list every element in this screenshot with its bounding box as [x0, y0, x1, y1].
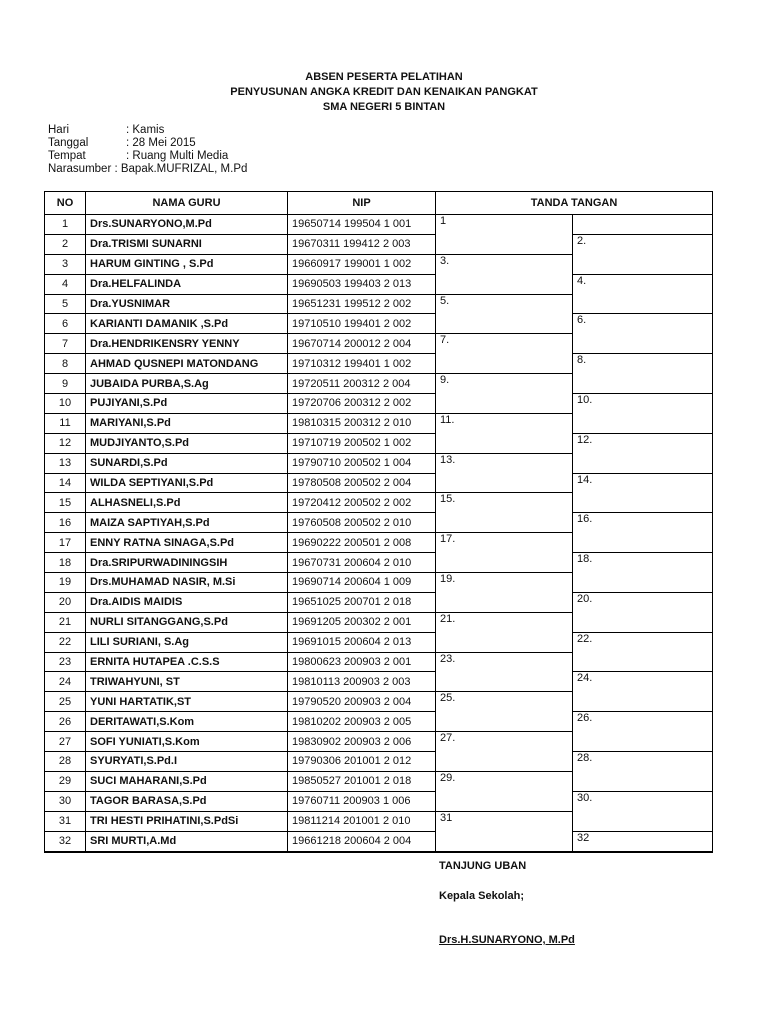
- signature-place: TANJUNG UBAN: [439, 860, 527, 872]
- row-nama-guru: WILDA SEPTIYANI,S.Pd: [86, 473, 288, 493]
- row-no: 25: [45, 692, 86, 712]
- row-nama-guru: TRI HESTI PRIHATINI,S.PdSi: [86, 811, 288, 831]
- row-no: 1: [45, 215, 86, 235]
- signature-cell-left[interactable]: [436, 632, 573, 652]
- table-row: [45, 732, 713, 752]
- signature-cell-left[interactable]: 9.: [436, 374, 573, 394]
- signature-cell-right[interactable]: [573, 652, 713, 672]
- row-nama-guru: Dra.TRISMI SUNARNI: [86, 234, 288, 254]
- title-line-3: SMA NEGERI 5 BINTAN: [322, 101, 446, 113]
- info-value: : 28 Mei 2015: [126, 137, 196, 149]
- row-nama-guru: PUJIYANI,S.Pd: [86, 394, 288, 414]
- signature-cell-right[interactable]: [573, 294, 713, 314]
- row-nama-guru: DERITAWATI,S.Kom: [86, 712, 288, 732]
- signature-cell-right[interactable]: [573, 732, 713, 752]
- row-nip: 19650714 199504 1 001: [288, 215, 436, 235]
- signature-cell-left[interactable]: 19.: [436, 573, 573, 593]
- signature-cell-left[interactable]: 27.: [436, 732, 573, 752]
- table-row: [45, 592, 713, 612]
- row-nip: 19720511 200312 2 004: [288, 374, 436, 394]
- row-nip: 19790306 201001 2 012: [288, 752, 436, 772]
- table-row: [45, 553, 713, 573]
- info-hari: [48, 124, 247, 137]
- info-tanggal: [48, 137, 247, 150]
- row-nip: 19830902 200903 2 006: [288, 732, 436, 752]
- table-row: [45, 712, 713, 732]
- info-tempat: [48, 150, 247, 163]
- header-nama-guru: NAMA GURU: [86, 192, 288, 215]
- row-no: 11: [45, 413, 86, 433]
- table-row: [45, 831, 713, 851]
- narasumber-text: Narasumber : Bapak.MUFRIZAL, M.Pd: [48, 163, 248, 175]
- signature-cell-right[interactable]: 20.: [573, 592, 713, 612]
- row-no: 13: [45, 453, 86, 473]
- table-row: [45, 413, 713, 433]
- row-nip: 19660917 199001 1 002: [288, 254, 436, 274]
- row-no: 32: [45, 831, 86, 851]
- row-no: 2: [45, 234, 86, 254]
- row-no: 29: [45, 771, 86, 791]
- signature-cell-right[interactable]: [573, 374, 713, 394]
- signature-cell-left[interactable]: [436, 354, 573, 374]
- row-no: 20: [45, 592, 86, 612]
- row-no: 5: [45, 294, 86, 314]
- signature-cell-left[interactable]: [436, 433, 573, 453]
- signature-cell-left[interactable]: [436, 592, 573, 612]
- table-row: [45, 254, 713, 274]
- signature-cell-right[interactable]: 14.: [573, 473, 713, 493]
- row-nip: 19710719 200502 1 002: [288, 433, 436, 453]
- title-line-2: PENYUSUNAN ANGKA KREDIT DAN KENAIKAN PANGKAT: [230, 86, 538, 98]
- table-row: [45, 573, 713, 593]
- row-nip: 19691015 200604 2 013: [288, 632, 436, 652]
- row-no: 14: [45, 473, 86, 493]
- signature-cell-left[interactable]: 31: [436, 811, 573, 831]
- row-no: 21: [45, 612, 86, 632]
- row-nama-guru: JUBAIDA PURBA,S.Ag: [86, 374, 288, 394]
- row-nip: 19690222 200501 2 008: [288, 533, 436, 553]
- signature-cell-left[interactable]: [436, 672, 573, 692]
- signature-cell-left[interactable]: [436, 752, 573, 772]
- signature-cell-right[interactable]: 18.: [573, 553, 713, 573]
- row-nama-guru: MAIZA SAPTIYAH,S.Pd: [86, 513, 288, 533]
- row-no: 17: [45, 533, 86, 553]
- row-nama-guru: Dra.YUSNIMAR: [86, 294, 288, 314]
- signature-cell-left[interactable]: 1: [436, 215, 573, 235]
- table-row: [45, 692, 713, 712]
- row-no: 10: [45, 394, 86, 414]
- table-row: [45, 314, 713, 334]
- table-row: [45, 294, 713, 314]
- info-label: Tanggal: [48, 137, 89, 149]
- row-nama-guru: TAGOR BARASA,S.Pd: [86, 791, 288, 811]
- row-nip: 19760508 200502 2 010: [288, 513, 436, 533]
- row-nip: 19670311 199412 2 003: [288, 234, 436, 254]
- row-nip: 19850527 201001 2 018: [288, 771, 436, 791]
- row-nama-guru: AHMAD QUSNEPI MATONDANG: [86, 354, 288, 374]
- row-no: 7: [45, 334, 86, 354]
- row-no: 12: [45, 433, 86, 453]
- signature-cell-left[interactable]: 3.: [436, 254, 573, 274]
- row-no: 15: [45, 493, 86, 513]
- attendance-table: [44, 191, 713, 853]
- row-no: 31: [45, 811, 86, 831]
- signature-cell-right[interactable]: [573, 811, 713, 831]
- signature-cell-right[interactable]: 4.: [573, 274, 713, 294]
- row-nip: 19800623 200903 2 001: [288, 652, 436, 672]
- row-nip: 19670714 200012 2 004: [288, 334, 436, 354]
- signature-cell-right[interactable]: 16.: [573, 513, 713, 533]
- signature-cell-left[interactable]: [436, 791, 573, 811]
- signature-cell-right[interactable]: 6.: [573, 314, 713, 334]
- signature-cell-left[interactable]: [436, 831, 573, 851]
- table-row: [45, 533, 713, 553]
- table-row: [45, 433, 713, 453]
- table-row: [45, 473, 713, 493]
- signature-cell-left[interactable]: 29.: [436, 771, 573, 791]
- row-nip: 19810315 200312 2 010: [288, 413, 436, 433]
- table-row: [45, 612, 713, 632]
- table-row: [45, 513, 713, 533]
- row-nip: 19790520 200903 2 004: [288, 692, 436, 712]
- row-nama-guru: ERNITA HUTAPEA .C.S.S: [86, 652, 288, 672]
- table-row: [45, 632, 713, 652]
- row-no: 6: [45, 314, 86, 334]
- info-label: Hari: [48, 124, 70, 136]
- table-row: [45, 672, 713, 692]
- table-row: [45, 811, 713, 831]
- table-body: [45, 215, 713, 852]
- row-no: 30: [45, 791, 86, 811]
- row-nip: 19720706 200312 2 002: [288, 394, 436, 414]
- info-narasumber: [48, 163, 247, 176]
- signature-cell-left[interactable]: [436, 553, 573, 573]
- row-nama-guru: HARUM GINTING , S.Pd: [86, 254, 288, 274]
- signature-cell-right[interactable]: 2.: [573, 234, 713, 254]
- table-row: [45, 652, 713, 672]
- table-row: [45, 493, 713, 513]
- signature-cell-left[interactable]: 25.: [436, 692, 573, 712]
- signature-cell-left[interactable]: 17.: [436, 533, 573, 553]
- signature-cell-right[interactable]: [573, 413, 713, 433]
- signature-cell-right[interactable]: 32: [573, 831, 713, 851]
- header-no: NO: [45, 192, 86, 215]
- table-row: [45, 752, 713, 772]
- table-row: [45, 334, 713, 354]
- table-row: [45, 394, 713, 414]
- signature-cell-right[interactable]: [573, 493, 713, 513]
- signature-cell-left[interactable]: [436, 274, 573, 294]
- table-row: [45, 791, 713, 811]
- signature-cell-left[interactable]: 11.: [436, 413, 573, 433]
- signature-cell-right[interactable]: [573, 612, 713, 632]
- row-nip: 19780508 200502 2 004: [288, 473, 436, 493]
- meeting-info: [48, 124, 247, 176]
- table-row: [45, 274, 713, 294]
- row-no: 27: [45, 732, 86, 752]
- info-value: : Ruang Multi Media: [126, 150, 229, 162]
- signature-name: Drs.H.SUNARYONO, M.Pd: [439, 934, 575, 946]
- row-nama-guru: Dra.HELFALINDA: [86, 274, 288, 294]
- row-nama-guru: Dra.AIDIS MAIDIS: [86, 592, 288, 612]
- signature-cell-right[interactable]: 10.: [573, 394, 713, 414]
- row-no: 24: [45, 672, 86, 692]
- signature-cell-left[interactable]: 21.: [436, 612, 573, 632]
- signature-cell-right[interactable]: [573, 533, 713, 553]
- row-nama-guru: SUCI MAHARANI,S.Pd: [86, 771, 288, 791]
- info-value: : Kamis: [126, 124, 165, 136]
- signature-cell-left[interactable]: [436, 513, 573, 533]
- header-tanda-tangan: TANDA TANGAN: [436, 192, 713, 215]
- row-nama-guru: KARIANTI DAMANIK ,S.Pd: [86, 314, 288, 334]
- document-title: [0, 70, 768, 115]
- table-row: [45, 354, 713, 374]
- signature-cell-left[interactable]: 5.: [436, 294, 573, 314]
- signature-cell-left[interactable]: [436, 234, 573, 254]
- row-no: 22: [45, 632, 86, 652]
- signature-cell-right[interactable]: 8.: [573, 354, 713, 374]
- row-nama-guru: SOFI YUNIATI,S.Kom: [86, 732, 288, 752]
- row-nama-guru: YUNI HARTATIK,ST: [86, 692, 288, 712]
- row-nip: 19690714 200604 1 009: [288, 573, 436, 593]
- row-nama-guru: Dra.HENDRIKENSRY YENNY: [86, 334, 288, 354]
- signature-cell-right[interactable]: 24.: [573, 672, 713, 692]
- row-no: 3: [45, 254, 86, 274]
- row-nip: 19661218 200604 2 004: [288, 831, 436, 851]
- table-row: [45, 374, 713, 394]
- signature-cell-left[interactable]: 7.: [436, 334, 573, 354]
- row-nama-guru: SUNARDI,S.Pd: [86, 453, 288, 473]
- row-nama-guru: Drs.MUHAMAD NASIR, M.Si: [86, 573, 288, 593]
- signature-cell-right[interactable]: 30.: [573, 791, 713, 811]
- row-no: 9: [45, 374, 86, 394]
- row-nama-guru: TRIWAHYUNI, ST: [86, 672, 288, 692]
- row-nip: 19760711 200903 1 006: [288, 791, 436, 811]
- table-header-row: [45, 192, 713, 215]
- row-nama-guru: SYURYATI,S.Pd.I: [86, 752, 288, 772]
- row-nama-guru: ENNY RATNA SINAGA,S.Pd: [86, 533, 288, 553]
- row-nama-guru: Dra.SRIPURWADININGSIH: [86, 553, 288, 573]
- row-no: 16: [45, 513, 86, 533]
- table-row: [45, 234, 713, 254]
- header-nip: NIP: [288, 192, 436, 215]
- signature-cell-right[interactable]: [573, 215, 713, 235]
- row-nip: 19651025 200701 2 018: [288, 592, 436, 612]
- row-no: 4: [45, 274, 86, 294]
- row-nip: 19810113 200903 2 003: [288, 672, 436, 692]
- row-nama-guru: MARIYANI,S.Pd: [86, 413, 288, 433]
- row-no: 23: [45, 652, 86, 672]
- row-no: 8: [45, 354, 86, 374]
- signature-cell-right[interactable]: [573, 771, 713, 791]
- signature-cell-right[interactable]: [573, 692, 713, 712]
- table-row: [45, 453, 713, 473]
- row-nip: 19790710 200502 1 004: [288, 453, 436, 473]
- signature-cell-right[interactable]: [573, 254, 713, 274]
- row-nip: 19690503 199403 2 013: [288, 274, 436, 294]
- row-no: 18: [45, 553, 86, 573]
- row-no: 28: [45, 752, 86, 772]
- signature-role: Kepala Sekolah;: [439, 890, 524, 902]
- signature-cell-left[interactable]: 23.: [436, 652, 573, 672]
- signature-cell-left[interactable]: [436, 394, 573, 414]
- row-nip: 19651231 199512 2 002: [288, 294, 436, 314]
- row-nama-guru: MUDJIYANTO,S.Pd: [86, 433, 288, 453]
- signature-cell-right[interactable]: [573, 334, 713, 354]
- info-label: Tempat: [48, 150, 86, 162]
- row-no: 26: [45, 712, 86, 732]
- row-nip: 19710312 199401 1 002: [288, 354, 436, 374]
- row-nama-guru: ALHASNELI,S.Pd: [86, 493, 288, 513]
- signature-cell-right[interactable]: 12.: [573, 433, 713, 453]
- row-nama-guru: NURLI SITANGGANG,S.Pd: [86, 612, 288, 632]
- row-nip: 19720412 200502 2 002: [288, 493, 436, 513]
- row-nip: 19691205 200302 2 001: [288, 612, 436, 632]
- signature-cell-right[interactable]: 26.: [573, 712, 713, 732]
- signature-cell-left[interactable]: 13.: [436, 453, 573, 473]
- signature-cell-right[interactable]: [573, 453, 713, 473]
- signature-cell-left[interactable]: [436, 712, 573, 732]
- row-no: 19: [45, 573, 86, 593]
- table-row: [45, 215, 713, 235]
- signature-cell-left[interactable]: [436, 473, 573, 493]
- row-nip: 19811214 201001 2 010: [288, 811, 436, 831]
- row-nama-guru: Drs.SUNARYONO,M.Pd: [86, 215, 288, 235]
- row-nama-guru: SRI MURTI,A.Md: [86, 831, 288, 851]
- row-nama-guru: LILI SURIANI, S.Ag: [86, 632, 288, 652]
- signature-cell-left[interactable]: 15.: [436, 493, 573, 513]
- signature-cell-right[interactable]: 22.: [573, 632, 713, 652]
- row-nip: 19670731 200604 2 010: [288, 553, 436, 573]
- title-line-1: ABSEN PESERTA PELATIHAN: [305, 71, 463, 83]
- row-nip: 19710510 199401 2 002: [288, 314, 436, 334]
- table-row: [45, 771, 713, 791]
- signature-cell-right[interactable]: 28.: [573, 752, 713, 772]
- signature-cell-left[interactable]: [436, 314, 573, 334]
- row-nip: 19810202 200903 2 005: [288, 712, 436, 732]
- signature-cell-right[interactable]: [573, 573, 713, 593]
